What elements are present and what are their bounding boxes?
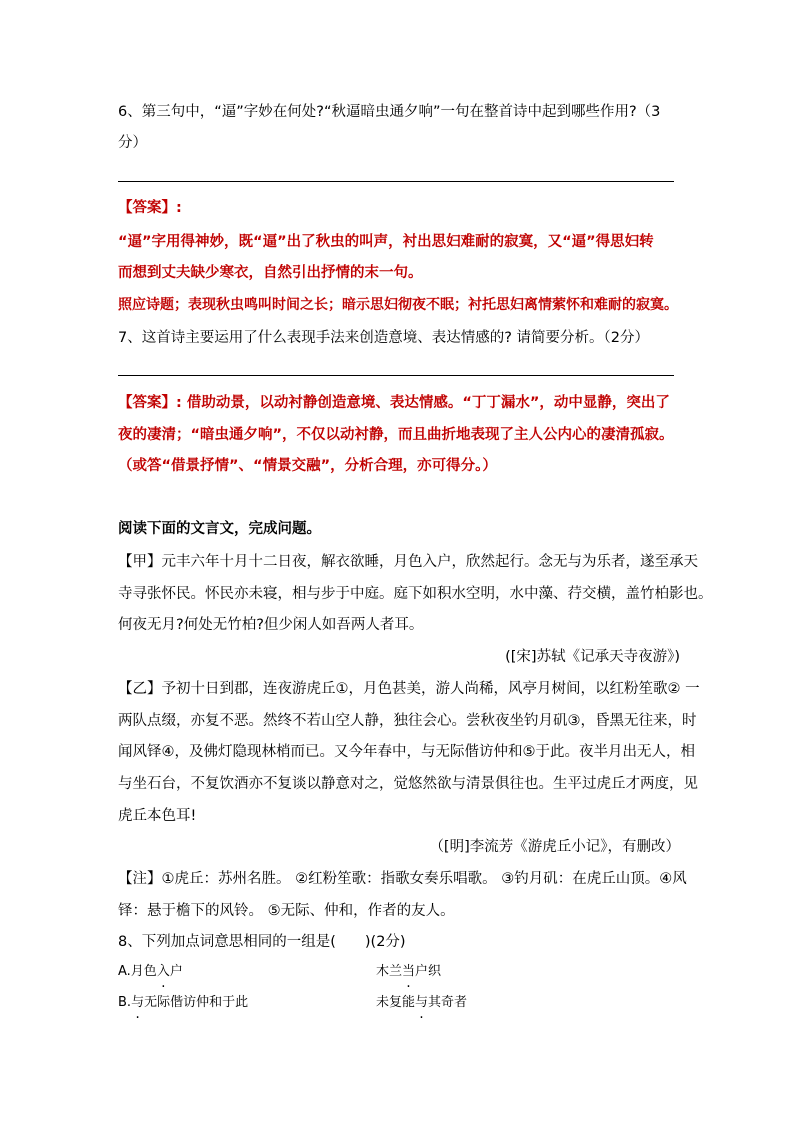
option-b-right-dotted-word: 与: [415, 995, 429, 1010]
answer-6-line-1: “逼”字用得神妙，既“逼”出了秋虫的叫声，衬出思妇难耐的寂寞，又“逼”得思妇转: [118, 234, 654, 250]
option-a-left-prefix: A.月色: [118, 964, 157, 979]
option-a-right-prefix: 木兰: [376, 964, 403, 979]
option-a-left-dotted-word: 入: [156, 964, 170, 979]
notes-line: 【注】①虎丘：苏州名胜。 ②红粉笙歌：指歌女奏乐唱歌。 ③钓月矶：在虎丘山顶。④风: [118, 871, 687, 887]
notes-line: 铎：悬于檐下的风铃。 ⑤无际、仲和，作者的友人。: [118, 903, 455, 919]
passage-yi-line: 虎丘本色耳!: [118, 808, 197, 824]
passage-jia-source: ([宋]苏轼《记承天寺夜游》): [505, 649, 680, 665]
option-a-right-dotted-word: 当: [402, 964, 416, 979]
passage-jia-line: 何夜无月?何处无竹柏?但少闲人如吾两人者耳。: [118, 617, 424, 633]
passage-yi-line: 闻风铎④，及佛灯隐现林梢而已。又今年春中，与无际偕访仲和⑤于此。夜半月出无人，相: [118, 744, 695, 760]
question-6-line-1: 6、第三句中，“逼”字妙在何处?“秋逼暗虫通夕响”一句在整首诗中起到哪些作用?（3: [118, 104, 661, 120]
option-a-right: [376, 962, 441, 982]
question-6-line-2: 分）: [118, 135, 147, 151]
answer-6-line-2: 而想到丈夫缺少寒衣，自然引出抒情的末一句。: [118, 265, 423, 281]
option-b-right: [376, 993, 467, 1013]
option-a-left-suffix: 户: [169, 964, 183, 979]
question-8-option-b: [118, 993, 678, 1017]
passage-yi-line: 【乙】予初十日到郡，连夜游虎丘①，月色甚美，游人尚稀，风亭月树间，以红粉笙歌② 一: [118, 681, 700, 697]
reading-heading: 阅读下面的文言文，完成问题。: [118, 521, 321, 537]
passage-jia-line: 寺寻张怀民。怀民亦未寝，相与步于中庭。庭下如积水空明，水中藻、荇交横，盖竹柏影也。: [118, 586, 713, 602]
answer-6-label: 【答案】:: [118, 200, 182, 216]
option-a-right-suffix: 户织: [415, 964, 442, 979]
option-b-left-suffix: 无际偕访仲和于此: [144, 995, 249, 1010]
passage-yi-line: 两队点缀，亦复不恶。然终不若山空人静，独往会心。尝秋夜坐钓月矶③，昏黑无往来，时: [118, 713, 697, 729]
passage-jia-line: 【甲】元丰六年十月十二日夜，解衣欲睡，月色入户，欣然起行。念无与为乐者，遂至承天: [118, 554, 698, 570]
answer-divider: [118, 375, 674, 376]
option-b-left-prefix: B.: [118, 995, 132, 1010]
passage-yi-line: 与坐石台，不复饮酒亦不复谈以静意对之，觉悠然欲与清景俱往也。生平过虎丘才两度，见: [118, 776, 698, 792]
question-7: 7、这首诗主要运用了什么表现手法来创造意境、表达情感的? 请简要分析。（2分）: [118, 330, 650, 346]
answer-7-line-3: （或答“借景抒情”、“情景交融”，分析合理，亦可得分。）: [118, 458, 497, 474]
answer-7-line-1: 【答案】: 借助动景，以动衬静创造意境、表达情感。“丁丁漏水”，动中显静，突出了: [118, 395, 670, 411]
passage-yi-source: （[明]李流芳《游虎丘小记》，有删改）: [429, 839, 680, 855]
option-b-right-prefix: 未复能: [376, 995, 416, 1010]
answer-divider: [118, 181, 674, 182]
question-8-stem: 8、下列加点词意思相同的一组是( )(2分): [118, 934, 406, 950]
answer-6-line-3: 照应诗题；表现秋虫鸣叫时间之长；暗示思妇彻夜不眠；衬托思妇离情萦怀和难耐的寂寞。: [118, 297, 678, 313]
option-b-right-suffix: 其奇者: [428, 995, 468, 1010]
answer-7-line-2: 夜的凄清；“暗虫通夕响”，不仅以动衬静，而且曲折地表现了主人公内心的凄清孤寂。: [118, 427, 674, 443]
option-b-left-dotted-word: 与: [131, 995, 145, 1010]
question-8-option-a: [118, 962, 678, 986]
